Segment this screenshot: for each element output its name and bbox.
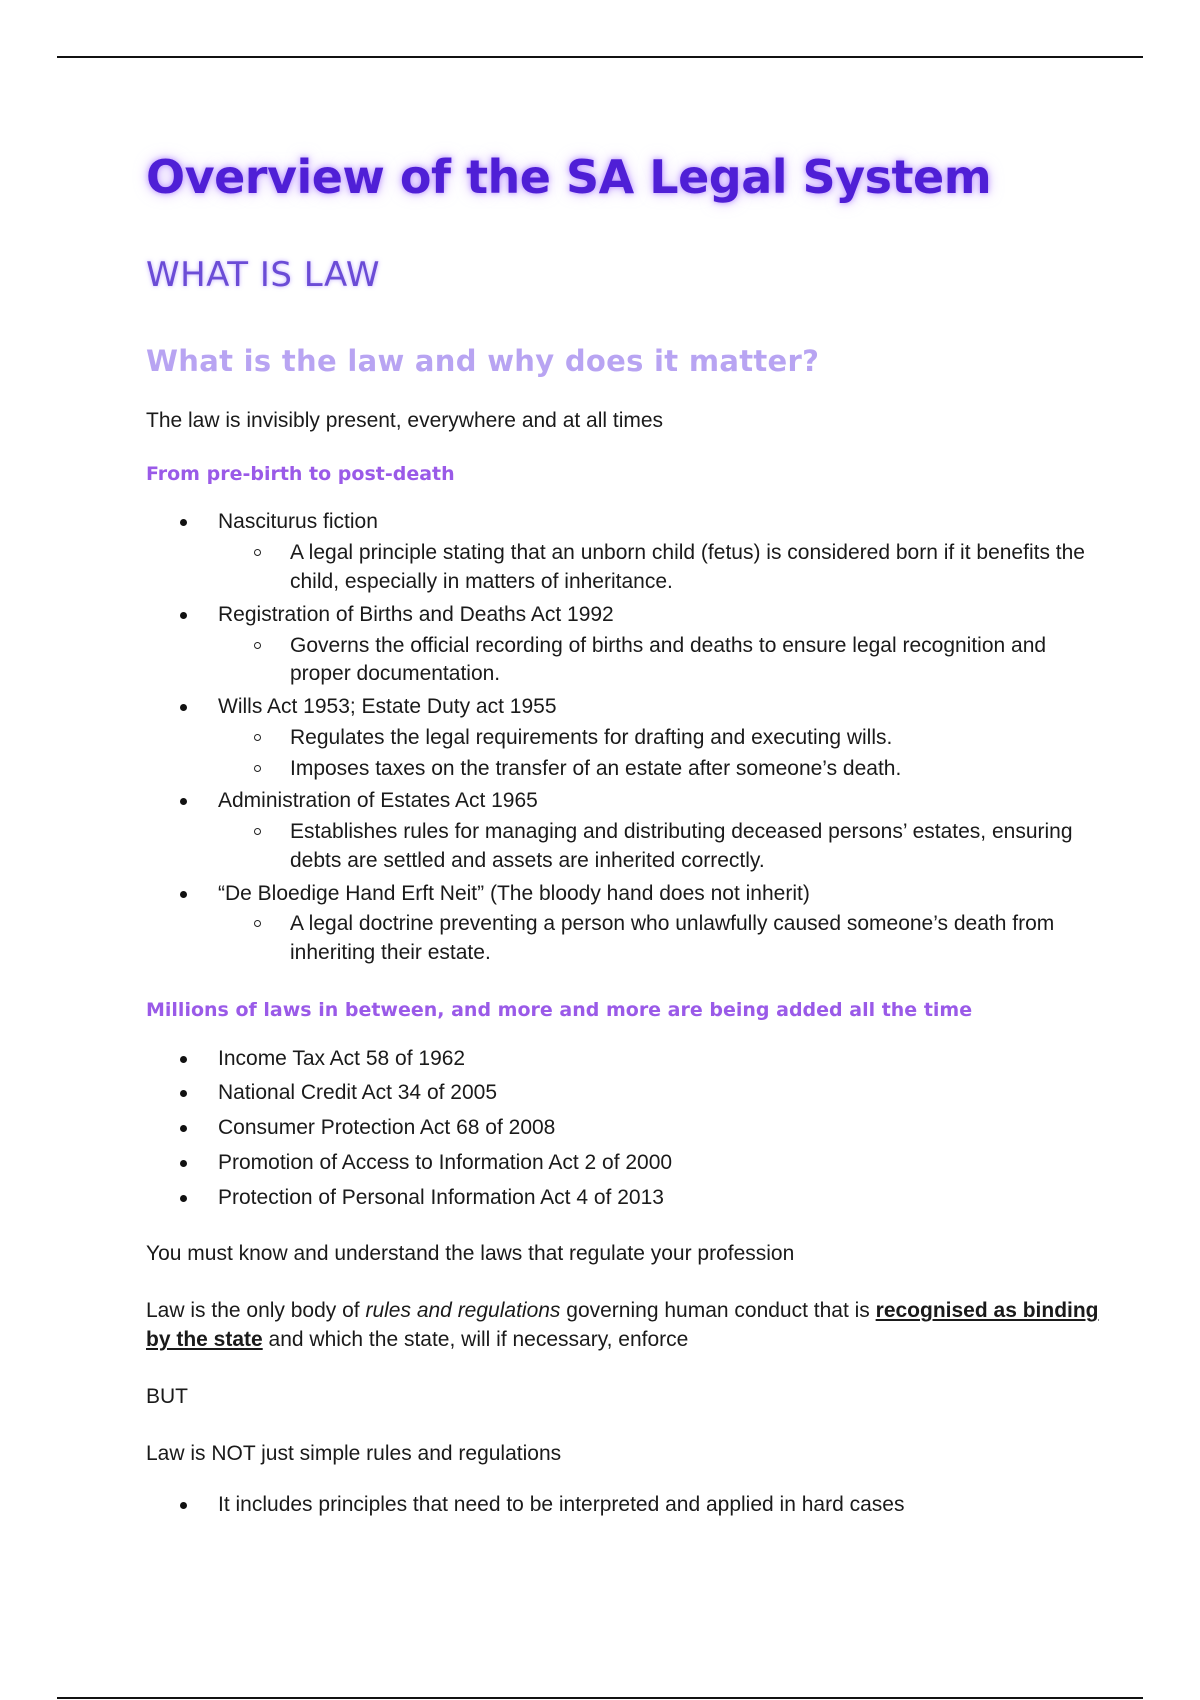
bullet-icon — [180, 704, 187, 711]
sub-list — [218, 818, 1106, 876]
sub-list — [218, 632, 1106, 690]
list-item — [146, 880, 1106, 968]
circle-bullet-icon — [254, 734, 261, 741]
list-item-label: Protection of Personal Information Act 4 of 2013 — [218, 1185, 664, 1209]
list-item — [146, 1079, 1106, 1108]
sub-list-item — [218, 724, 1106, 753]
list-item-label: Nasciturus fiction — [218, 510, 378, 534]
sub-list-item — [218, 755, 1106, 784]
bullet-icon — [180, 1090, 187, 1097]
sub-list — [218, 910, 1106, 968]
circle-bullet-icon — [254, 920, 261, 927]
sub-list-item-text: A legal principle stating that an unborn child (fetus) is considered born if it benefits the child, especially in matters of inheritance. — [290, 541, 1085, 593]
document-body — [146, 150, 1106, 1520]
sub-list — [218, 539, 1106, 597]
sub-list-item — [218, 539, 1106, 597]
sub-list-item-text: A legal doctrine preventing a person who unlawfully caused someone’s death from inheriting their estate. — [290, 912, 1055, 965]
list-item — [146, 1114, 1106, 1143]
heading-why-matter: What is the law and why does it matter? — [146, 343, 820, 378]
section-heading-millions-of-laws: Millions of laws in between, and more and more are being added all the time — [146, 998, 973, 1021]
definition-bold-underline: recognised as binding by the state — [146, 1299, 1099, 1352]
heading-what-is-law: WHAT IS LAW — [146, 255, 381, 296]
but-paragraph: BUT — [146, 1385, 188, 1409]
sub-list-item-text: Governs the official recording of births and deaths to ensure legal recognition and proper documentation. — [290, 633, 1047, 686]
list-item-label: “De Bloedige Hand Erft Neit” (The bloody hand does not inherit) — [218, 881, 810, 905]
bullet-icon — [180, 891, 187, 898]
sub-list-item-text: Regulates the legal requirements for drafting and executing wills. — [290, 725, 893, 749]
bullet-icon — [180, 1502, 187, 1509]
bullet-icon — [180, 1125, 187, 1132]
bullet-icon — [180, 1160, 187, 1167]
list-item — [146, 1045, 1106, 1074]
list-item — [146, 508, 1106, 596]
final-list — [146, 1491, 1106, 1520]
list-item-label: Income Tax Act 58 of 1962 — [218, 1046, 466, 1070]
list-item — [146, 787, 1106, 875]
definition-part2: governing human conduct that is — [560, 1299, 876, 1323]
definition-part3: and which the state, will if necessary, enforce — [262, 1328, 689, 1352]
circle-bullet-icon — [254, 828, 261, 835]
sub-list-item-text: Imposes taxes on the transfer of an estate after someone’s death. — [290, 756, 902, 780]
section1-list — [146, 508, 1106, 967]
list-item-label: National Credit Act 34 of 2005 — [218, 1081, 498, 1105]
list-item — [146, 1491, 1106, 1520]
bullet-icon — [180, 1195, 187, 1202]
circle-bullet-icon — [254, 549, 261, 556]
circle-bullet-icon — [254, 642, 261, 649]
list-item — [146, 1184, 1106, 1213]
page-title: Overview of the SA Legal System — [146, 150, 992, 204]
bottom-rule — [57, 1697, 1143, 1699]
section-heading-pre-birth: From pre-birth to post-death — [146, 462, 455, 485]
sub-list-item — [218, 632, 1106, 690]
sub-list — [218, 724, 1106, 784]
definition-italic: rules and regulations — [365, 1299, 561, 1323]
list-item — [146, 601, 1106, 689]
profession-paragraph: You must know and understand the laws that regulate your profession — [146, 1242, 795, 1266]
bullet-icon — [180, 1056, 187, 1063]
intro-paragraph: The law is invisibly present, everywhere and at all times — [146, 408, 664, 432]
list-item-label: Wills Act 1953; Estate Duty act 1955 — [218, 695, 557, 719]
list-item — [146, 1149, 1106, 1178]
list-item-label: Registration of Births and Deaths Act 1992 — [218, 602, 614, 626]
bullet-icon — [180, 798, 187, 805]
list-item-label: Administration of Estates Act 1965 — [218, 789, 538, 813]
sub-list-item — [218, 818, 1106, 876]
list-item-label: Promotion of Access to Information Act 2 of 2000 — [218, 1150, 673, 1174]
top-rule — [57, 56, 1143, 58]
sub-list-item-text: Establishes rules for managing and distributing deceased persons’ estates, ensuring debts are settled and assets are inherited correctly. — [290, 820, 1073, 872]
not-simple-paragraph: Law is NOT just simple rules and regulations — [146, 1442, 562, 1466]
definition-paragraph — [146, 1297, 1106, 1355]
sub-list-item — [218, 910, 1106, 968]
list-item-label: It includes principles that need to be interpreted and applied in hard cases — [218, 1493, 905, 1517]
bullet-icon — [180, 519, 187, 526]
section2-list — [146, 1045, 1106, 1213]
list-item-label: Consumer Protection Act 68 of 2008 — [218, 1116, 556, 1140]
list-item — [146, 693, 1106, 783]
bullet-icon — [180, 612, 187, 619]
circle-bullet-icon — [254, 765, 261, 772]
definition-part1: Law is the only body of — [146, 1299, 366, 1323]
